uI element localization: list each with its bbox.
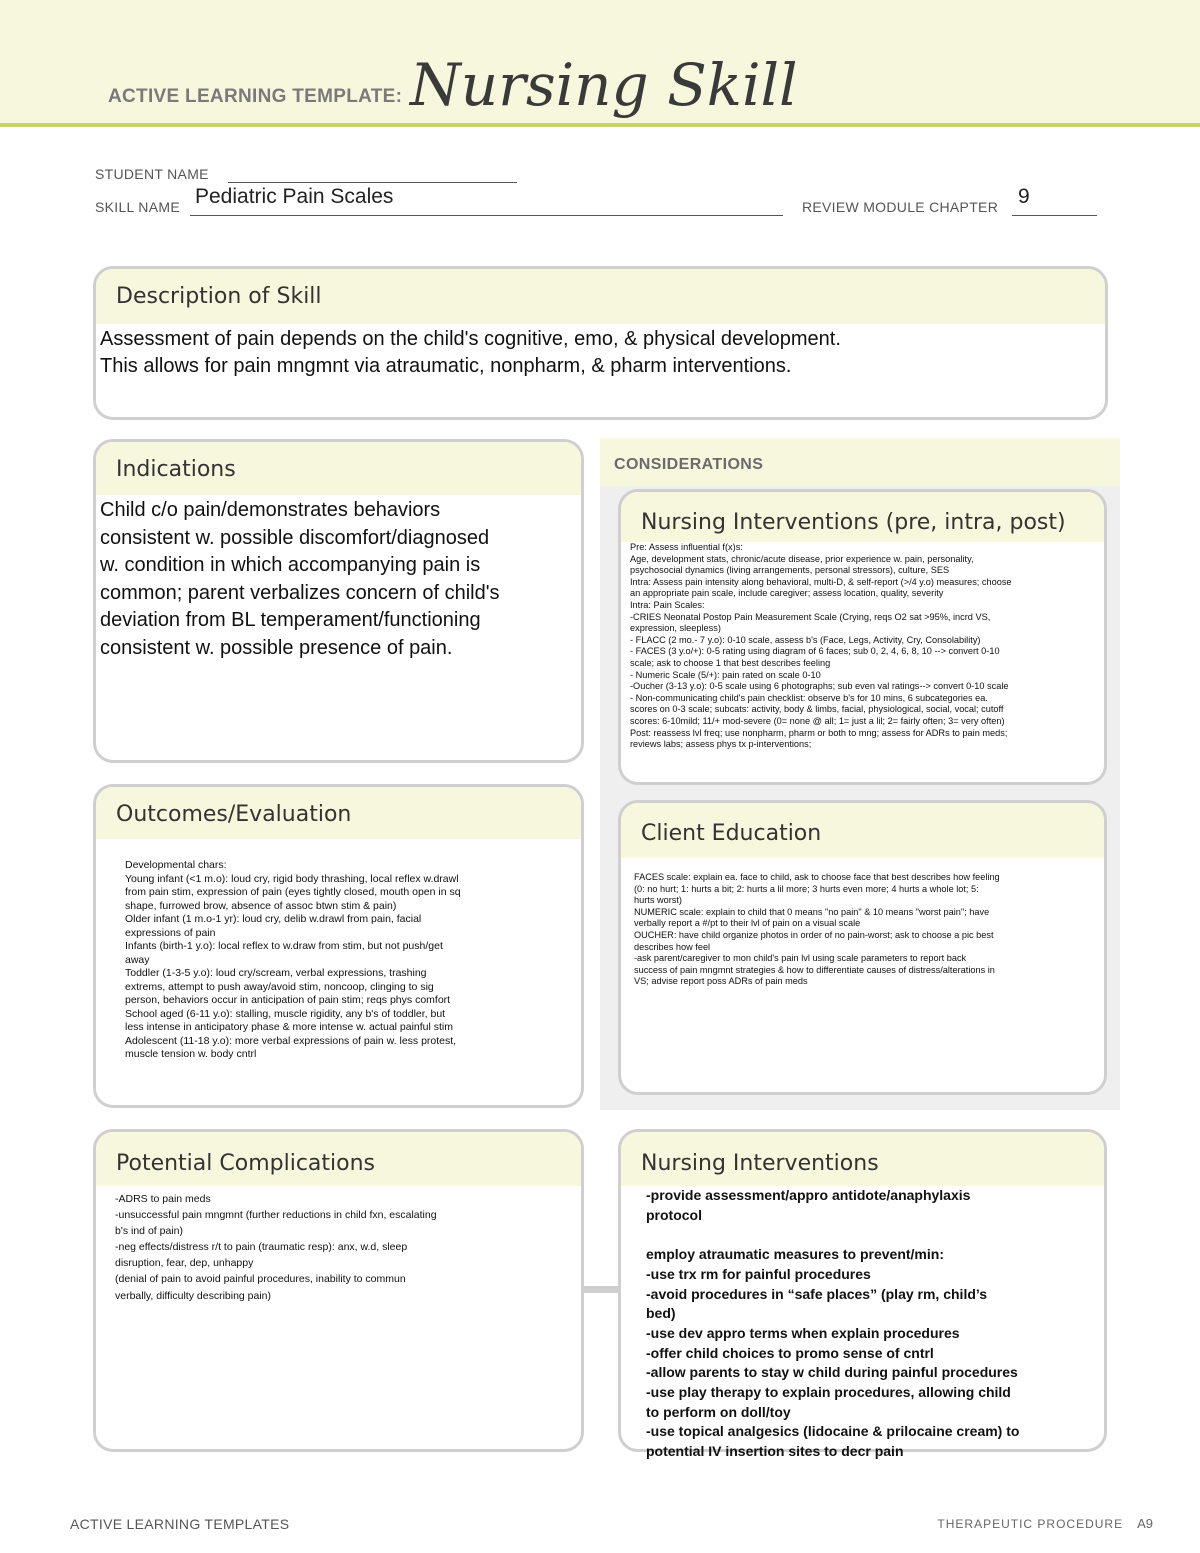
nursing-interventions-prepost-title: Nursing Interventions (pre, intra, post) <box>621 492 1104 542</box>
ni-prepost-line: - Numeric Scale (5/+): pain rated on scale 0-10 <box>630 669 821 680</box>
student-name-label: STUDENT NAME <box>95 166 209 182</box>
footer-left: ACTIVE LEARNING TEMPLATES <box>70 1516 290 1532</box>
ni-line: -allow parents to stay w child during painful procedures <box>646 1364 1018 1381</box>
considerations-label: CONSIDERATIONS <box>614 456 764 473</box>
ni-prepost-line: - FLACC (2 mo.- 7 y.o): 0-10 scale, assess b's (Face, Legs, Activity, Cry, Consolability) <box>630 634 981 645</box>
indications-line: w. condition in which accompanying pain is <box>100 554 481 577</box>
complications-line: -ADRS to pain meds <box>115 1193 211 1205</box>
outcomes-line: expressions of pain <box>125 926 216 939</box>
ni-prepost-line: -CRIES Neonatal Postop Pain Measurement Scale (Crying, reqs O2 sat >95%, incrd VS, <box>630 611 991 622</box>
ce-line: verbally report a #/pt to their lvl of pain on a visual scale <box>634 918 861 929</box>
footer-section: THERAPEUTIC PROCEDURE <box>937 1517 1124 1531</box>
description-box <box>93 266 1108 420</box>
nursing-interventions-text <box>646 1186 1019 1462</box>
ni-line: -use trx rm for painful procedures <box>646 1265 871 1282</box>
outcomes-line: Toddler (1-3-5 y.o): loud cry/scream, verbal expressions, trashing <box>125 967 427 979</box>
outcomes-box <box>93 784 584 1108</box>
nursing-interventions-prepost-text <box>630 542 1012 751</box>
client-education-text <box>634 872 1000 988</box>
ni-line: -avoid procedures in “safe places” (play rm, child’s <box>646 1285 988 1302</box>
complications-line: -unsuccessful pain mngmnt (further reductions in child fxn, escalating <box>115 1209 437 1222</box>
indications-title: Indications <box>96 442 581 495</box>
ni-prepost-line: scores: 6-10mild; 11/+ mod-severe (0= none @ all; 1= just a lil; 2= fairly often; 3= very often) <box>630 715 1005 726</box>
ni-prepost-line: scale; ask to choose 1 that best describes feeling <box>630 657 831 668</box>
outcomes-line: Young infant (<1 m.o): loud cry, rigid body thrashing, local reflex w.drawl <box>125 872 459 885</box>
complications-line: b's ind of pain) <box>115 1225 183 1238</box>
ce-line: NUMERIC scale: explain to child that 0 means "no pain" & 10 means "worst pain"; have <box>634 906 990 917</box>
footer-right <box>937 1516 1153 1531</box>
outcomes-line: Developmental chars: <box>125 859 227 871</box>
ce-line: OUCHER: have child organize photos in order of no pain-worst; ask to choose a pic best <box>634 929 994 940</box>
ni-prepost-line: expression, sleepless) <box>630 623 721 634</box>
template-title: Nursing Skill <box>410 51 798 119</box>
ni-prepost-line: -Oucher (3-13 y.o): 0-5 scale using 6 photographs; sub even val ratings--> convert 0-10 scale <box>630 681 1009 692</box>
ni-prepost-line: scores on 0-3 scale; subcats: activity, body & limbs, facial, physiological, social, vocal; cutoff <box>630 704 1004 715</box>
ni-prepost-line: Age, development stats, chronic/acute disease, prior experience w. pain, personality, <box>630 553 974 564</box>
ni-line <box>646 1225 1019 1245</box>
outcomes-title: Outcomes/Evaluation <box>96 787 581 839</box>
outcomes-line: Adolescent (11-18 y.o): more verbal expressions of pain w. less protest, <box>125 1034 457 1047</box>
indications-box <box>93 439 584 763</box>
footer-page-number: A9 <box>1137 1516 1153 1531</box>
outcomes-line: person, behaviors occur in anticipation of pain stim; reqs phys comfort <box>125 994 451 1006</box>
outcomes-line: away <box>125 953 150 966</box>
outcomes-line: Infants (birth-1 y.o): local reflex to w.draw from stim, but not push/get <box>125 940 443 952</box>
chapter-line <box>1012 215 1097 216</box>
complications-box <box>93 1129 584 1452</box>
complications-title: Potential Complications <box>96 1132 581 1186</box>
ni-prepost-line: Intra: Pain Scales: <box>630 599 705 610</box>
ce-line: hurts worst) <box>634 895 682 906</box>
indications-line: Child c/o pain/demonstrates behaviors <box>100 499 441 521</box>
outcomes-line: muscle tension w. body cntrl <box>125 1048 257 1060</box>
ni-line: -offer child choices to promo sense of cntrl <box>646 1344 934 1361</box>
description-title: Description of Skill <box>96 269 1105 324</box>
header-rule <box>0 123 1200 127</box>
indications-line: common; parent verbalizes concern of child's <box>100 581 500 604</box>
ni-line: employ atraumatic measures to prevent/min: <box>646 1246 944 1263</box>
ni-line: potential IV insertion sites to decr pain <box>646 1443 904 1460</box>
ni-line: -provide assessment/appro antidote/anaphylaxis <box>646 1187 971 1203</box>
student-name-line[interactable] <box>228 182 517 183</box>
ni-prepost-line: - Non-communicating child's pain checklist: observe b's for 10 mins, 6 subcategories ea. <box>630 692 988 703</box>
complications-line: verbally, difficulty describing pain) <box>115 1289 272 1302</box>
ni-prepost-line: Pre: Assess influential f(x)s: <box>630 542 743 552</box>
ce-line: success of pain mngmnt strategies & how to differentiate causes of distress/alterations in <box>634 964 995 975</box>
indications-text <box>100 497 500 663</box>
outcomes-text <box>125 859 461 1062</box>
complications-line: (denial of pain to avoid painful procedures, inability to commun <box>115 1273 406 1286</box>
client-education-title: Client Education <box>621 803 1104 858</box>
nursing-interventions-prepost-box <box>618 489 1107 785</box>
chapter-label: REVIEW MODULE CHAPTER <box>802 199 999 215</box>
outcomes-line: Older infant (1 m.o-1 yr): loud cry, delib w.drawl from pain, facial <box>125 913 422 925</box>
ni-line: bed) <box>646 1305 676 1322</box>
outcomes-line: extrems, attempt to push away/avoid stim, noncoop, clinging to sig <box>125 980 434 993</box>
skill-name-value[interactable]: Pediatric Pain Scales <box>195 185 394 208</box>
outcomes-line: shape, furrowed brow, absence of assoc btwn stim & pain) <box>125 899 397 912</box>
complications-text <box>115 1191 437 1304</box>
description-text <box>100 326 841 380</box>
ni-prepost-line: Intra: Assess pain intensity along behavioral, multi-D, & self-report (>/4 y.o) measures; choose <box>630 576 1012 587</box>
ce-line: (0: no hurt; 1: hurts a bit; 2: hurts a lil more; 3 hurts even more; 4 hurts a whole lot; 5: <box>634 883 979 894</box>
chapter-value[interactable]: 9 <box>1018 185 1030 208</box>
ni-prepost-line: - FACES (3 y.o/+): 0-5 rating using diagram of 6 faces; sub 0, 2, 4, 6, 8, 10 --> convert 0-10 <box>630 646 1000 657</box>
ni-line: -use dev appro terms when explain procedures <box>646 1324 960 1341</box>
description-line: This allows for pain mngmnt via atraumatic, nonpharm, & pharm interventions. <box>100 355 792 377</box>
outcomes-line: from pain stim, expression of pain (eyes tightly closed, mouth open in sq <box>125 886 461 898</box>
complications-line: -neg effects/distress r/t to pain (traumatic resp): anx, w.d, sleep <box>115 1241 408 1254</box>
ni-line: -use play therapy to explain procedures, allowing child <box>646 1384 1011 1401</box>
ni-line: -use topical analgesics (lidocaine & prilocaine cream) to <box>646 1423 1020 1440</box>
complications-line: disruption, fear, dep, unhappy <box>115 1257 254 1270</box>
nursing-interventions-title: Nursing Interventions <box>621 1132 1104 1186</box>
outcomes-line: less intense in anticipatory phase & more intense w. actual painful stim <box>125 1021 454 1033</box>
skill-name-label: SKILL NAME <box>95 199 180 215</box>
indications-line: consistent w. possible presence of pain. <box>100 636 453 659</box>
ni-prepost-line: psychosocial dynamics (living arrangements, personal stressors), culture, SES <box>630 565 950 576</box>
ce-line: FACES scale: explain ea. face to child, ask to choose face that best describes how feeling <box>634 872 1000 882</box>
description-line: Assessment of pain depends on the child's cognitive, emo, & physical development. <box>100 328 841 350</box>
ce-line: describes how feel <box>634 941 711 952</box>
client-education-box <box>618 800 1107 1095</box>
ni-line: to perform on doll/toy <box>646 1403 791 1420</box>
connector-bar <box>583 1286 621 1293</box>
ni-line: protocol <box>646 1206 702 1223</box>
ce-line: VS; advise report poss ADRs of pain meds <box>634 976 808 987</box>
ni-prepost-line: reviews labs; assess phys tx p-interventions; <box>630 739 812 750</box>
ni-prepost-line: Post: reassess lvl freq; use nonpharm, pharm or both to mng; assess for ADRs to pain meds; <box>630 727 1008 738</box>
ni-prepost-line: an appropriate pain scale, include caregiver; assess location, quality, severity <box>630 588 944 599</box>
ce-line: -ask parent/caregiver to mon child's pain lvl using scale parameters to report back <box>634 953 967 964</box>
indications-line: deviation from BL temperament/functioning <box>100 609 481 632</box>
outcomes-line: School aged (6-11 y.o): stalling, muscle rigidity, any b's of toddler, but <box>125 1007 446 1020</box>
template-label: ACTIVE LEARNING TEMPLATE: <box>108 86 403 107</box>
indications-line: consistent w. possible discomfort/diagnosed <box>100 526 490 549</box>
skill-name-line <box>190 215 783 216</box>
